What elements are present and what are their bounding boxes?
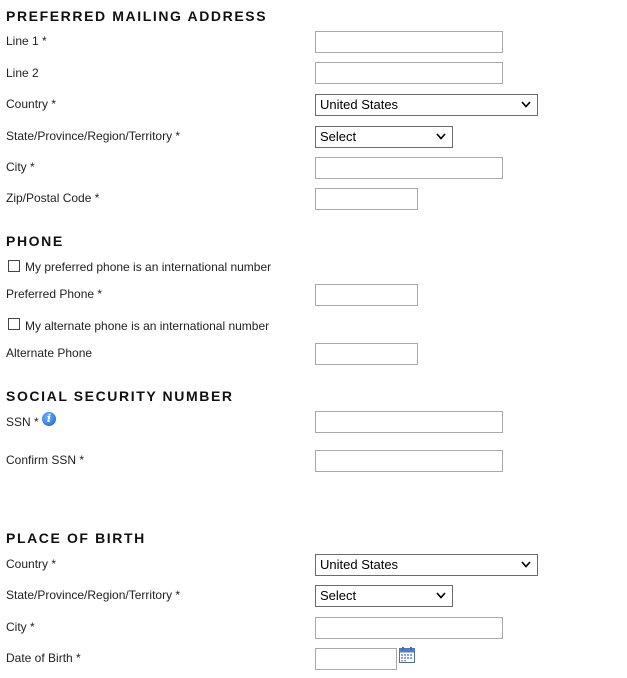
- mailing-country-label: Country *: [6, 97, 57, 111]
- birth-city-input[interactable]: [315, 617, 503, 639]
- birth-city-label: City *: [6, 620, 35, 634]
- mailing-country-value: United States: [320, 97, 399, 112]
- chevron-down-icon: [436, 133, 446, 140]
- mailing-address-heading: PREFERRED MAILING ADDRESS: [6, 8, 268, 24]
- birth-country-value: United States: [320, 557, 399, 572]
- phone-heading: PHONE: [6, 233, 64, 249]
- line1-label: Line 1 *: [6, 34, 47, 48]
- mailing-state-value: Select: [320, 129, 357, 144]
- birth-state-value: Select: [320, 588, 357, 603]
- line2-input[interactable]: [315, 62, 503, 84]
- calendar-icon[interactable]: [399, 647, 415, 663]
- ssn-label: SSN *: [6, 415, 39, 429]
- alternate-phone-label: Alternate Phone: [6, 346, 93, 360]
- confirm-ssn-label: Confirm SSN *: [6, 453, 85, 467]
- chevron-down-icon: [521, 101, 531, 108]
- mailing-city-input[interactable]: [315, 157, 503, 179]
- birth-state-select[interactable]: [315, 585, 453, 607]
- zip-input[interactable]: [315, 188, 418, 210]
- preferred-phone-input[interactable]: [315, 284, 418, 306]
- alternate-intl-checkbox[interactable]: [8, 318, 20, 330]
- preferred-phone-label: Preferred Phone *: [6, 287, 103, 301]
- preferred-intl-label: My preferred phone is an international number: [25, 260, 272, 274]
- alternate-intl-label: My alternate phone is an international number: [25, 319, 270, 333]
- mailing-state-select[interactable]: [315, 126, 453, 148]
- dob-input[interactable]: [315, 648, 397, 670]
- mailing-city-label: City *: [6, 160, 35, 174]
- birth-country-select[interactable]: [315, 554, 538, 576]
- info-icon[interactable]: i: [42, 412, 56, 426]
- dob-label: Date of Birth *: [6, 651, 81, 665]
- confirm-ssn-input[interactable]: [315, 450, 503, 472]
- alternate-phone-input[interactable]: [315, 343, 418, 365]
- preferred-intl-checkbox[interactable]: [8, 260, 20, 272]
- ssn-heading: SOCIAL SECURITY NUMBER: [6, 388, 234, 404]
- mailing-country-select[interactable]: [315, 94, 538, 116]
- mailing-state-label: State/Province/Region/Territory *: [6, 129, 181, 143]
- zip-label: Zip/Postal Code *: [6, 191, 100, 205]
- line2-label: Line 2: [6, 66, 39, 80]
- chevron-down-icon: [436, 592, 446, 599]
- chevron-down-icon: [521, 561, 531, 568]
- ssn-input[interactable]: [315, 411, 503, 433]
- birth-state-label: State/Province/Region/Territory *: [6, 588, 181, 602]
- line1-input[interactable]: [315, 31, 503, 53]
- birth-country-label: Country *: [6, 557, 57, 571]
- place-of-birth-heading: PLACE OF BIRTH: [6, 530, 146, 546]
